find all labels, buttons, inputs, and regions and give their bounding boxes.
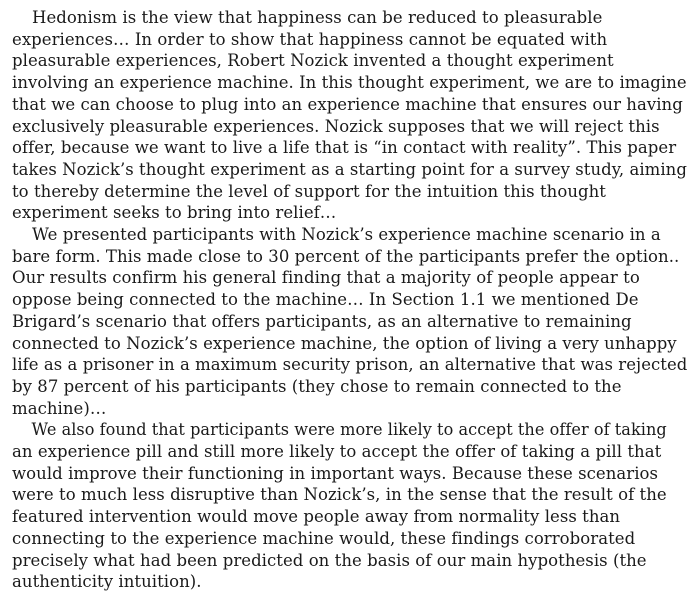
text-line: connecting to the experience machine would, these findings corroborated [12, 528, 636, 548]
text-line: precisely what had been predicted on the basis of our main hypothesis (the [12, 550, 647, 570]
text-line: We presented participants with Nozick’s experience machine scenario in a [32, 225, 661, 245]
text-line: were to much less disruptive than Nozick’s, in the sense that the result of the [12, 485, 667, 505]
text-line: pleasurable experiences, Robert Nozick invented a thought experiment [12, 51, 614, 71]
text-line: that we can choose to plug into an experience machine that ensures our having [12, 94, 683, 114]
text-line: Our results confirm his general finding that a majority of people appear to [12, 268, 640, 288]
text-line: offer, because we want to live a life that is “in contact with reality”. This paper [12, 138, 677, 158]
text-line: to thereby determine the level of support for the intuition this thought [12, 181, 606, 201]
text-line: would improve their functioning in important ways. Because these scenarios [12, 463, 659, 483]
text-line: machine)… [12, 398, 107, 418]
text-line: takes Nozick’s thought experiment as a starting point for a survey study, aiming [12, 159, 687, 179]
text-line: connected to Nozick’s experience machine, the option of living a very unhappy [12, 333, 677, 353]
text-line: Hedonism is the view that happiness can be reduced to pleasurable [32, 8, 603, 27]
text-line: experiences… In order to show that happiness cannot be equated with [12, 29, 608, 49]
text-line: authenticity intuition). [12, 572, 202, 592]
text-line: featured intervention would move people away from normality less than [12, 507, 621, 527]
text-line: involving an experience machine. In this thought experiment, we are to imagine [12, 73, 687, 93]
paragraph-hedonism [12, 7, 687, 224]
text-line: bare form. This made close to 30 percent of the participants prefer the option.. [12, 246, 680, 266]
text-line: Brigard’s scenario that offers participants, as an alternative to remaining [12, 311, 632, 331]
text-line: oppose being connected to the machine… In Section 1.1 we mentioned De [12, 290, 639, 310]
paragraph-results [12, 224, 687, 419]
text-line: an experience pill and still more likely to accept the offer of taking a pill that [12, 442, 662, 462]
text-line: life as a prisoner in a maximum security prison, an alternative that was rejected [12, 355, 688, 375]
text-line: by 87 percent of his participants (they chose to remain connected to the [12, 376, 622, 396]
text-line: experiment seeks to bring into relief… [12, 203, 337, 223]
paragraph-findings [12, 419, 687, 593]
text-line: We also found that participants were more likely to accept the offer of taking [31, 420, 667, 440]
text-line: exclusively pleasurable experiences. Nozick supposes that we will reject this [12, 116, 660, 136]
